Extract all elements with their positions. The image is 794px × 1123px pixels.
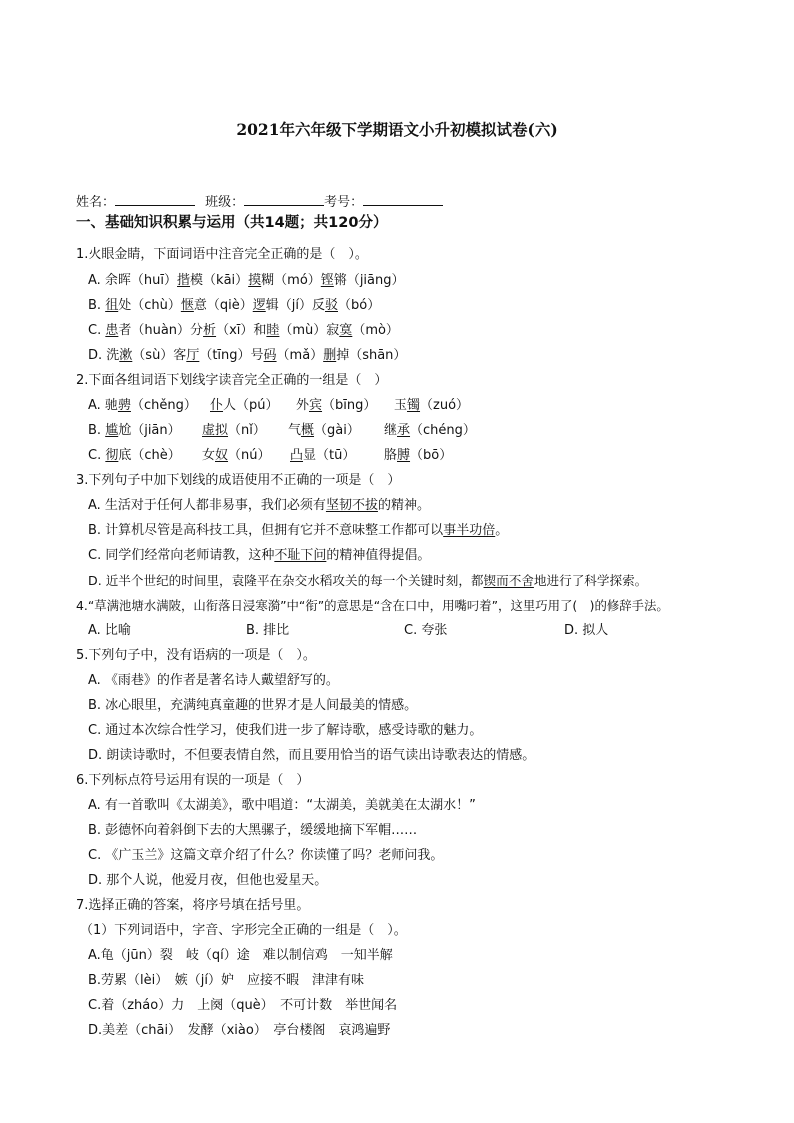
q5-option-a: A. 《雨巷》的作者是著名诗人戴望舒写的。 <box>88 673 339 688</box>
q2-b-1: B. 尴尬（jiān） <box>88 423 181 438</box>
q2-a-2: 仆人（pú） <box>210 398 279 413</box>
q3-option-b: B. 计算机尽管是高科技工具，但拥有它并不意味整工作都可以事半功倍。 <box>88 523 509 538</box>
q2-b-2: 虚拟（nǐ） <box>202 423 266 438</box>
q4-option-b: B. 排比 <box>246 623 290 638</box>
q3-option-c: C. 同学们经常向老师请教，这种不耻下问的精神值得提倡。 <box>88 548 431 563</box>
name-label: 姓名： <box>76 195 116 210</box>
exam-title: 2021年六年级下学期语文小升初模拟试卷(六) <box>236 120 558 139</box>
class-blank[interactable] <box>244 192 324 206</box>
q2-a-4: 玉镯（zuó） <box>394 398 470 413</box>
question-6-stem: 6.下列标点符号运用有误的一项是（ ） <box>76 773 310 788</box>
q7-option-d: D.美差（chāi） 发酵（xiào） 亭台楼阁 哀鸿遍野 <box>88 1023 391 1038</box>
q4-option-c: C. 夸张 <box>404 623 448 638</box>
q1-option-b: B. 徂处（chù）惬意（qiè）逻辑（jí）反驳（bó） <box>88 298 381 313</box>
q2-b-3: 气概（gài） <box>288 423 360 438</box>
q7-option-b: B.劳累（lèi） 嫉（jí）妒 应接不暇 津津有味 <box>88 973 364 988</box>
q7-option-a: A.龟（jūn）裂 岐（qí）途 难以制信鸡 一知半解 <box>88 948 393 963</box>
q7-option-c: C.着（zháo）力 上阕（què） 不可计数 举世闻名 <box>88 998 398 1013</box>
exam-no-label: 考号： <box>324 195 364 210</box>
q1-option-c: C. 患者（huàn）分析（xī）和睦（mù）寂寞（mò） <box>88 323 399 338</box>
question-7-stem: 7.选择正确的答案，将序号填在括号里。 <box>76 898 310 913</box>
name-blank[interactable] <box>115 192 195 206</box>
question-2-stem: 2.下面各组词语下划线字读音完全正确的一组是（ ） <box>76 373 388 388</box>
q2-c-2: 女奴（nú） <box>202 448 271 463</box>
q7-sub-1: （1）下列词语中，字音、字形完全正确的一组是（ ）。 <box>80 923 407 938</box>
class-label: 班级： <box>205 195 245 210</box>
q4-option-d: D. 拟人 <box>564 623 609 638</box>
q5-option-b: B. 冰心眼里，充满纯真童趣的世界才是人间最美的情感。 <box>88 698 418 713</box>
student-info-row <box>76 192 443 212</box>
q2-a-1: A. 驰骋（chěng） <box>88 398 197 413</box>
q6-option-a: A. 有一首歌叫《太湖美》，歌中唱道：“太湖美，美就美在太湖水！” <box>88 798 476 813</box>
q2-c-4: 胳膊（bō） <box>384 448 453 463</box>
q1-option-d: D. 洗漱（sù）客厅（tīng）号码（mǎ）删掉（shān） <box>88 348 407 363</box>
q3-option-a: A. 生活对于任何人都非易事，我们必须有坚韧不拔的精神。 <box>88 498 430 513</box>
question-3-stem: 3.下列句子中加下划线的成语使用不正确的一项是（ ） <box>76 473 401 488</box>
q1-option-a: A. 余晖（huī）揩模（kāi）摸糊（mó）铿锵（jiāng） <box>88 273 405 288</box>
section-heading: 一、基础知识积累与运用（共14题；共120分） <box>76 215 388 231</box>
q2-c-3: 凸显（tū） <box>290 448 356 463</box>
q2-c-1: C. 彻底（chè） <box>88 448 181 463</box>
q4-option-a: A. 比喻 <box>88 623 131 638</box>
q6-option-d: D. 那个人说，他爱月夜，但他也爱星天。 <box>88 873 328 888</box>
question-1-stem: 1.火眼金睛，下面词语中注音完全正确的是（ ）。 <box>76 247 368 262</box>
q3-option-d: D. 近半个世纪的时间里，袁隆平在杂交水稻攻关的每一个关键时刻，都锲而不舍地进行了科学探索。 <box>88 573 648 588</box>
q6-option-c: C. 《广玉兰》这篇文章介绍了什么？你读懂了吗？老师问我。 <box>88 848 444 863</box>
question-5-stem: 5.下列句子中，没有语病的一项是（ ）。 <box>76 648 316 663</box>
question-4-stem: 4.“草满池塘水满陂，山衔落日浸寒漪”中“衔”的意思是“含在口中，用嘴叼着”，这里巧用了( )的修辞手法。 <box>76 598 669 613</box>
q5-option-c: C. 通过本次综合性学习，使我们进一步了解诗歌，感受诗歌的魅力。 <box>88 723 483 738</box>
q2-a-3: 外宾（bīng） <box>296 398 377 413</box>
q2-b-4: 继承（chéng） <box>384 423 476 438</box>
q6-option-b: B. 彭德怀向着斜倒下去的大黑骡子，缓缓地摘下军帽…… <box>88 823 418 838</box>
exam-no-blank[interactable] <box>363 192 443 206</box>
q5-option-d: D. 朗读诗歌时，不但要表情自然，而且要用恰当的语气读出诗歌表达的情感。 <box>88 748 536 763</box>
